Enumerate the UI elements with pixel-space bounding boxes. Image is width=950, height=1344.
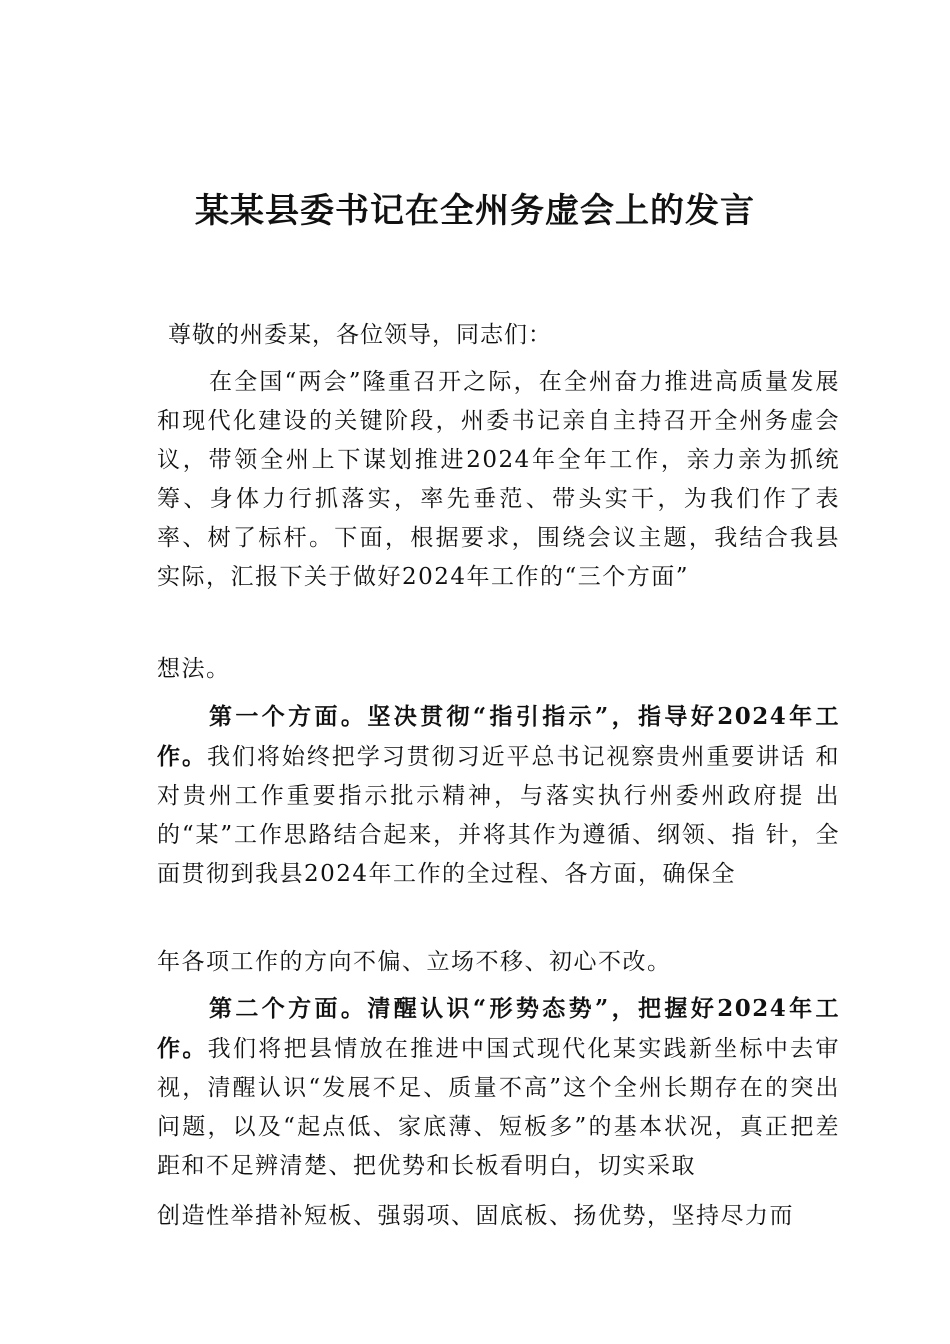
salutation: 尊敬的州委某，各位领导，同志们：: [168, 322, 552, 348]
section-1-heading: 第一个方面。坚决贯彻“指引指示”，指导好2024年工作。: [157, 703, 840, 770]
section-2-body: 我们将把县情放在推进中国式现代化某实践新坐标中去审视，清醒认识“发展不足、质量不高”这个全州长期存在的突出问题，以及“起点低、家底薄、短板多”的基本状况，真正把差距和不足辨清楚、把优势和长板看明白，切实采取: [157, 1036, 841, 1179]
section-1-tail: 年各项工作的方向不偏、立场不移、初心不改。: [157, 949, 672, 975]
section-1-body: 我们将始终把学习贯彻习近平总书记视察贵州重要讲话 和对贵州工作重要指示批示精神，与落实执行州委州政府提 出的“某”工作思路结合起来，并将其作为遵循、纲领、指 针，全面贯彻到我县2024年工作的全过程、各方面，确保全: [157, 744, 841, 887]
section-1-paragraph: [157, 697, 840, 894]
intro-paragraph: 在全国“两会”隆重召开之际，在全州奋力推进高质量发展和现代化建设的关键阶段，州委书记亲自主持召开全州务虚会议，带领全州上下谋划推进2024年全年工作，亲力亲为抓统筹、身体力行抓落实，率先垂范、带头实干，为我们作了表率、树了标杆。下面，根据要求，围绕会议主题，我结合我县实际，汇报下关于做好2024年工作的“三个方面”: [157, 369, 840, 590]
section-2-paragraph: [157, 989, 840, 1186]
intro-paragraph-tail: 想法。: [157, 656, 231, 682]
section-2-heading: 第二个方面。清醒认识“形势态势”，把握好2024年工作。: [157, 995, 840, 1062]
section-2-tail: 创造性举措补短板、强弱项、固底板、扬优势，坚持尽力而: [157, 1203, 794, 1229]
document-title: 某某县委书记在全州务虚会上的发言: [195, 191, 755, 231]
